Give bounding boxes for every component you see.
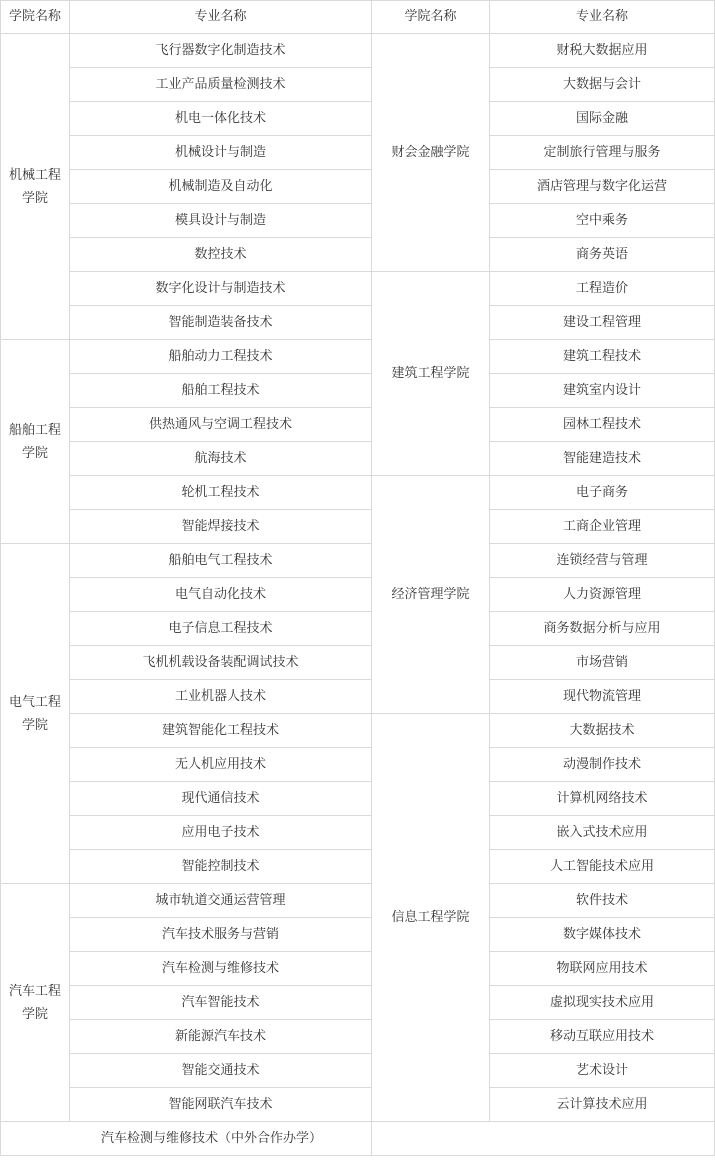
table-row <box>1 578 715 612</box>
college-cell-left: 汽车工程 学院 <box>1 884 70 1122</box>
table-row <box>1 306 715 340</box>
major-cell-left: 电气自动化技术 <box>70 578 372 612</box>
major-cell-right: 定制旅行管理与服务 <box>490 136 715 170</box>
major-cell-left: 城市轨道交通运营管理 <box>70 884 372 918</box>
major-cell-right: 数字媒体技术 <box>490 918 715 952</box>
major-cell-right: 酒店管理与数字化运营 <box>490 170 715 204</box>
major-header-right: 专业名称 <box>490 1 715 34</box>
major-cell-left: 模具设计与制造 <box>70 204 372 238</box>
major-cell-left: 应用电子技术 <box>70 816 372 850</box>
major-cell-right: 云计算技术应用 <box>490 1088 715 1122</box>
major-cell-left: 汽车技术服务与营销 <box>70 918 372 952</box>
major-cell-left: 建筑智能化工程技术 <box>70 714 372 748</box>
header-row <box>1 1 715 34</box>
table-row <box>1 204 715 238</box>
table-row <box>1 782 715 816</box>
table-row <box>1 748 715 782</box>
college-header-left: 学院名称 <box>1 1 70 34</box>
table-row <box>1 238 715 272</box>
major-cell-left: 飞机机载设备装配调试技术 <box>70 646 372 680</box>
table-row <box>1 952 715 986</box>
major-cell-right: 建筑室内设计 <box>490 374 715 408</box>
college-cell-right: 建筑工程学院 <box>372 272 490 476</box>
college-cell-left: 机械工程 学院 <box>1 34 70 340</box>
college-cell-right: 财会金融学院 <box>372 34 490 272</box>
empty-cell <box>372 1122 715 1156</box>
table-row <box>1 714 715 748</box>
table-row <box>1 476 715 510</box>
major-cell-right: 财税大数据应用 <box>490 34 715 68</box>
table-row <box>1 34 715 68</box>
major-cell-right: 动漫制作技术 <box>490 748 715 782</box>
table-row <box>1 136 715 170</box>
major-cell-left: 无人机应用技术 <box>70 748 372 782</box>
major-cell-right: 工商企业管理 <box>490 510 715 544</box>
major-cell-left: 汽车智能技术 <box>70 986 372 1020</box>
major-cell-left: 飞行器数字化制造技术 <box>70 34 372 68</box>
table-row <box>1 68 715 102</box>
major-cell-left: 供热通风与空调工程技术 <box>70 408 372 442</box>
table-row <box>1 1122 715 1156</box>
table-row <box>1 374 715 408</box>
table-row <box>1 612 715 646</box>
major-cell-left: 轮机工程技术 <box>70 476 372 510</box>
major-cell-right: 园林工程技术 <box>490 408 715 442</box>
major-cell-left: 数控技术 <box>70 238 372 272</box>
major-cell-right: 工程造价 <box>490 272 715 306</box>
major-cell-left: 电子信息工程技术 <box>70 612 372 646</box>
major-cell-right: 物联网应用技术 <box>490 952 715 986</box>
table-row <box>1 1088 715 1122</box>
major-cell-left: 汽车检测与维修技术（中外合作办学） <box>1 1122 372 1156</box>
major-cell-right: 人力资源管理 <box>490 578 715 612</box>
major-cell-right: 建设工程管理 <box>490 306 715 340</box>
major-cell-right: 电子商务 <box>490 476 715 510</box>
major-cell-right: 现代物流管理 <box>490 680 715 714</box>
table-row <box>1 544 715 578</box>
major-cell-left: 机械制造及自动化 <box>70 170 372 204</box>
table-row <box>1 442 715 476</box>
major-cell-right: 人工智能技术应用 <box>490 850 715 884</box>
major-cell-left: 工业产品质量检测技术 <box>70 68 372 102</box>
college-cell-right: 信息工程学院 <box>372 714 490 1122</box>
table-row <box>1 510 715 544</box>
table-row <box>1 272 715 306</box>
major-cell-left: 数字化设计与制造技术 <box>70 272 372 306</box>
major-cell-left: 船舶动力工程技术 <box>70 340 372 374</box>
table-row <box>1 102 715 136</box>
major-cell-right: 市场营销 <box>490 646 715 680</box>
major-cell-left: 工业机器人技术 <box>70 680 372 714</box>
table-row <box>1 408 715 442</box>
major-cell-right: 计算机网络技术 <box>490 782 715 816</box>
major-cell-left: 航海技术 <box>70 442 372 476</box>
major-cell-left: 船舶工程技术 <box>70 374 372 408</box>
table-row <box>1 884 715 918</box>
table-row <box>1 986 715 1020</box>
major-cell-left: 机电一体化技术 <box>70 102 372 136</box>
major-header-left: 专业名称 <box>70 1 372 34</box>
major-cell-right: 建筑工程技术 <box>490 340 715 374</box>
major-cell-left: 船舶电气工程技术 <box>70 544 372 578</box>
table-row <box>1 680 715 714</box>
college-cell-left: 船舶工程 学院 <box>1 340 70 544</box>
table-row <box>1 340 715 374</box>
major-cell-left: 智能焊接技术 <box>70 510 372 544</box>
major-cell-right: 商务数据分析与应用 <box>490 612 715 646</box>
major-cell-right: 移动互联应用技术 <box>490 1020 715 1054</box>
major-cell-left: 新能源汽车技术 <box>70 1020 372 1054</box>
major-cell-right: 商务英语 <box>490 238 715 272</box>
major-cell-right: 空中乘务 <box>490 204 715 238</box>
college-cell-left: 电气工程 学院 <box>1 544 70 884</box>
table-row <box>1 1054 715 1088</box>
major-cell-left: 智能制造装备技术 <box>70 306 372 340</box>
major-cell-right: 大数据与会计 <box>490 68 715 102</box>
table-row <box>1 918 715 952</box>
table-body <box>1 34 715 1156</box>
table-row <box>1 170 715 204</box>
table-row <box>1 850 715 884</box>
college-header-right: 学院名称 <box>372 1 490 34</box>
major-cell-right: 虚拟现实技术应用 <box>490 986 715 1020</box>
major-cell-right: 大数据技术 <box>490 714 715 748</box>
major-cell-right: 艺术设计 <box>490 1054 715 1088</box>
major-cell-left: 现代通信技术 <box>70 782 372 816</box>
major-cell-left: 汽车检测与维修技术 <box>70 952 372 986</box>
major-cell-right: 连锁经营与管理 <box>490 544 715 578</box>
major-cell-left: 智能网联汽车技术 <box>70 1088 372 1122</box>
major-cell-right: 国际金融 <box>490 102 715 136</box>
major-cell-left: 机械设计与制造 <box>70 136 372 170</box>
college-cell-right: 经济管理学院 <box>372 476 490 714</box>
table-row <box>1 1020 715 1054</box>
major-cell-left: 智能交通技术 <box>70 1054 372 1088</box>
major-cell-left: 智能控制技术 <box>70 850 372 884</box>
major-cell-right: 嵌入式技术应用 <box>490 816 715 850</box>
table-row <box>1 816 715 850</box>
major-cell-right: 智能建造技术 <box>490 442 715 476</box>
table-row <box>1 646 715 680</box>
major-cell-right: 软件技术 <box>490 884 715 918</box>
